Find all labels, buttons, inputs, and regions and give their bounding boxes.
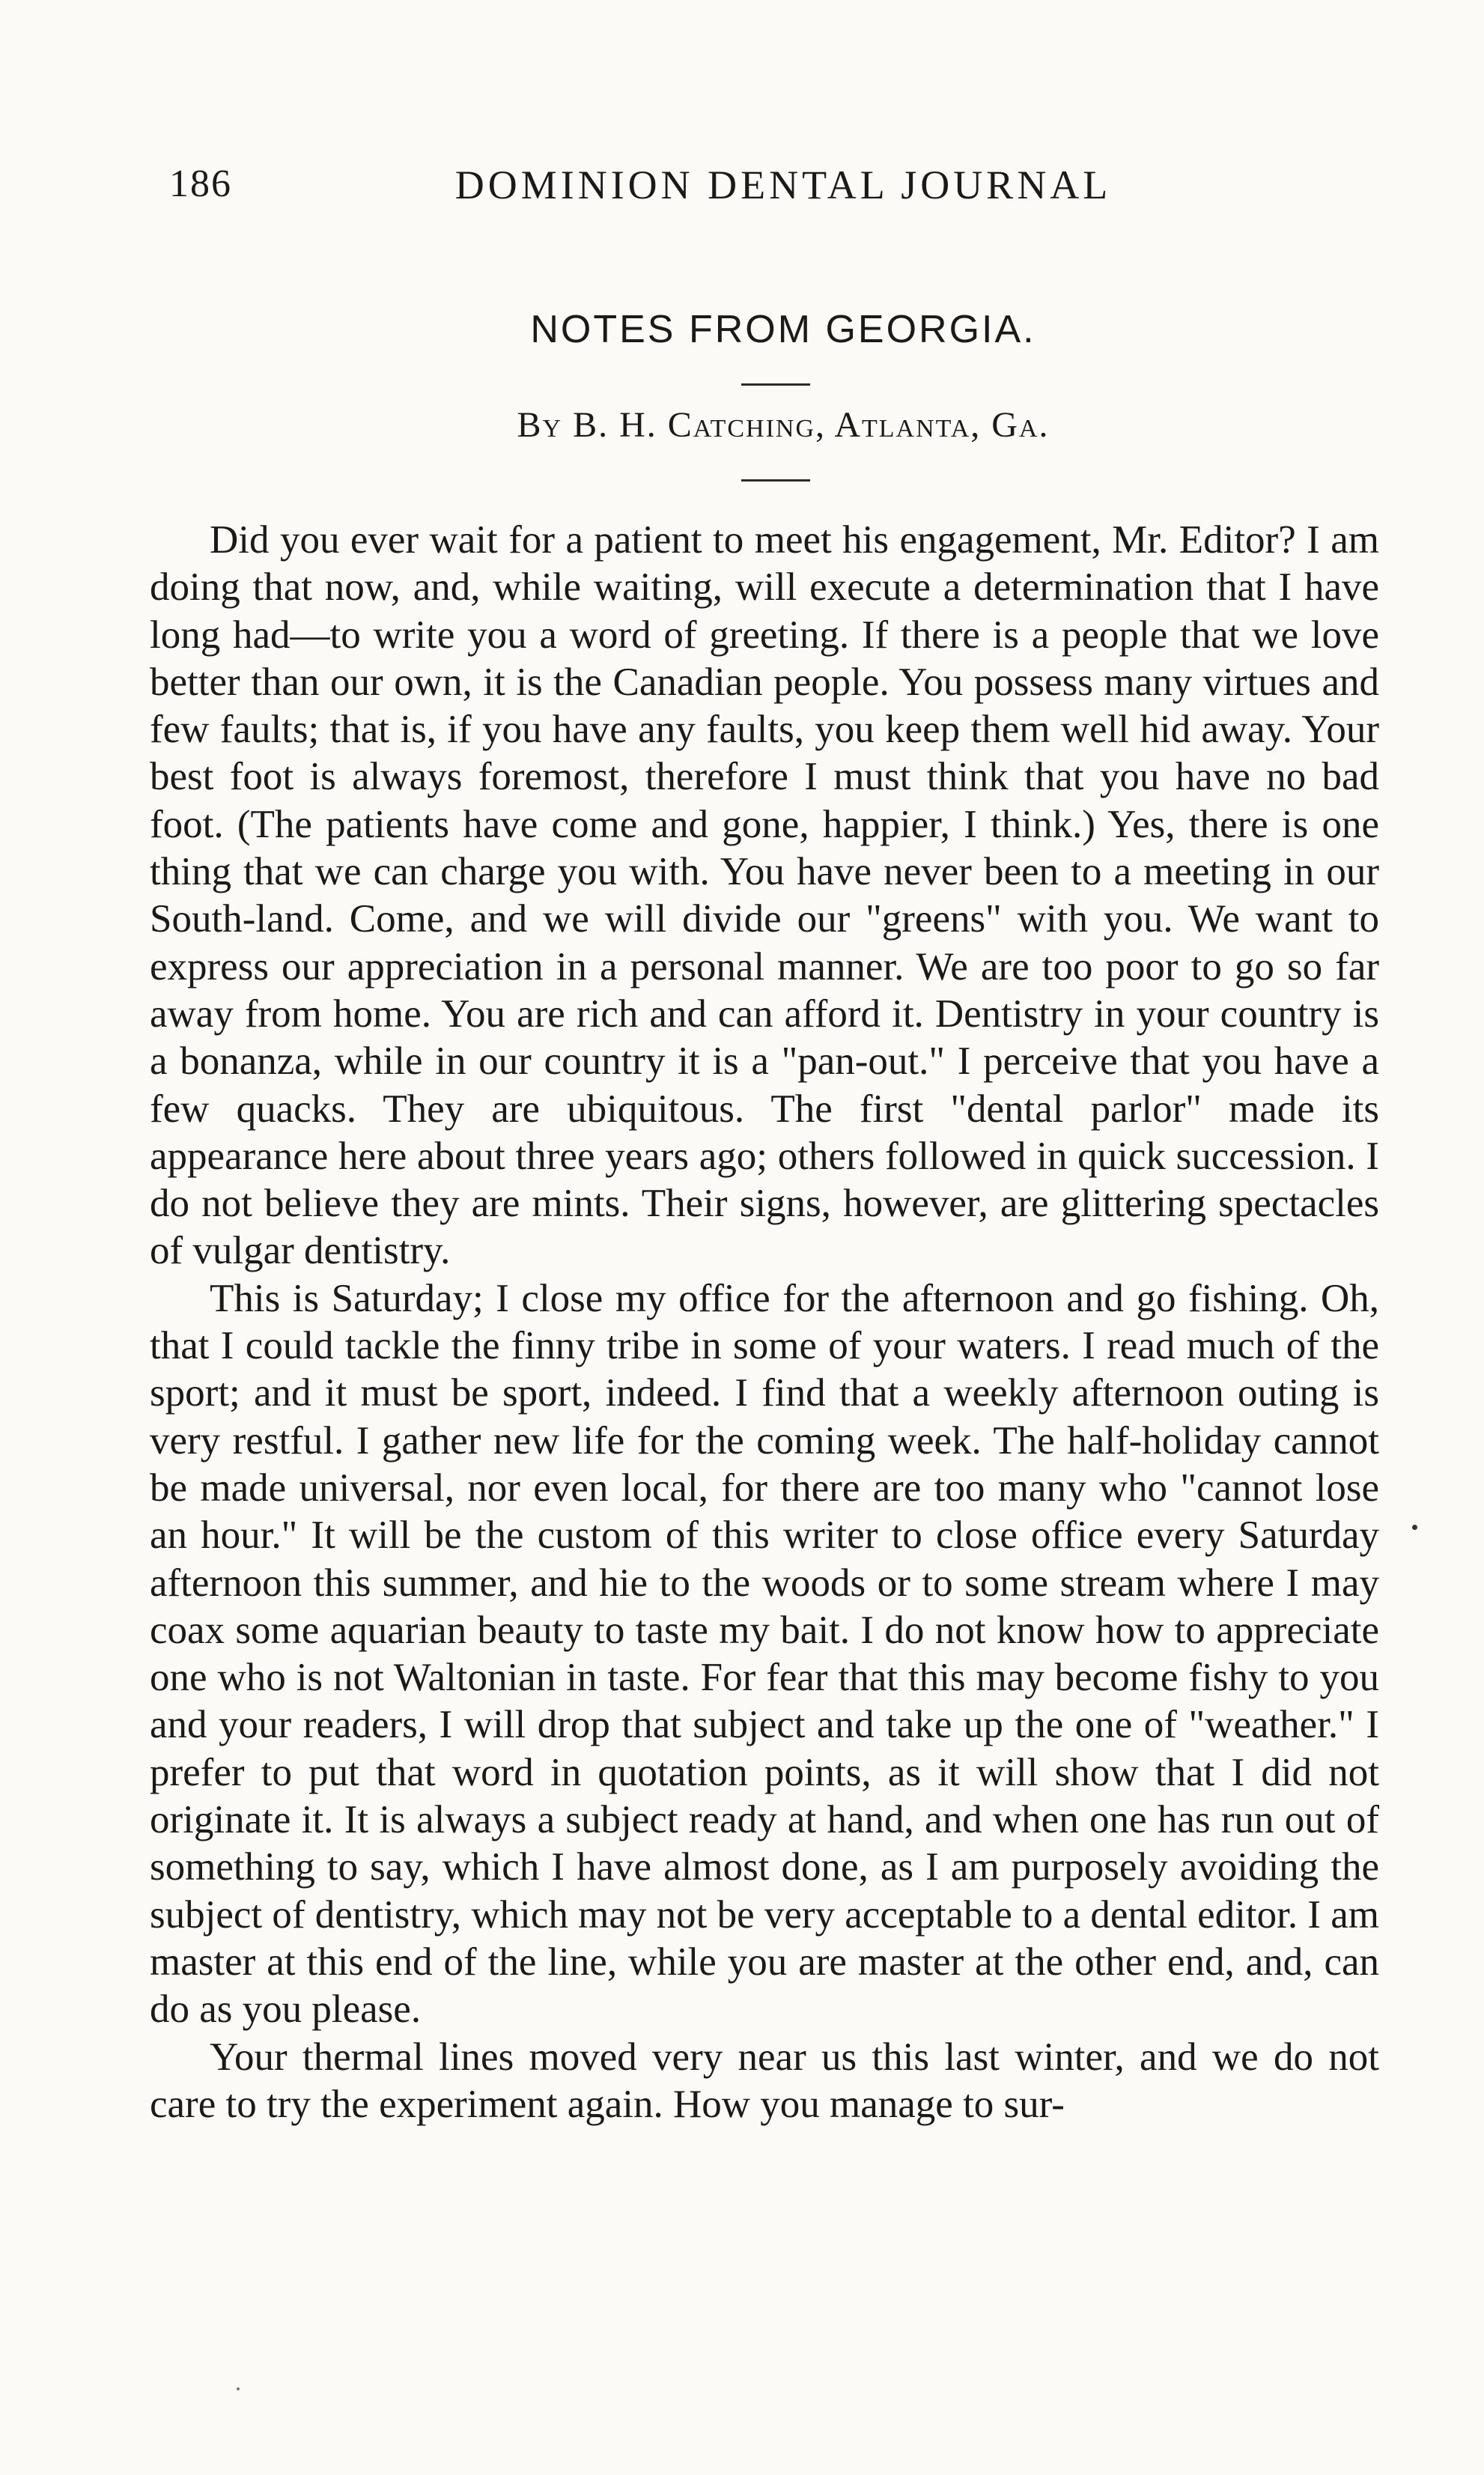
- byline: By B. H. Catching, Atlanta, Ga.: [517, 405, 1050, 445]
- paragraph-3: Your thermal lines moved very near us this last winter, and we do not care to try the experiment again. How you manage to sur-: [150, 2035, 1379, 2126]
- article-body: [150, 517, 1379, 2128]
- byline-rule: [741, 479, 810, 482]
- paragraph-2: This is Saturday; I close my office for the afternoon and go fishing. Oh, that I could tackle the finny tribe in some of your waters. I read much of the sport; and it must be sport, indeed. I find that a weekly afternoon outing is very restful. I gather new life for the coming week. The half-holiday cannot be made universal, nor even local, for there are too many who "cannot lose an hour." It will be the custom of this writer to close office every Saturday afternoon this summer, and hie to the woods or to some stream where I may coax some aquarian beauty to taste my bait. I do not know how to appreciate one who is not Waltonian in taste. For fear that this may become fishy to you and your readers, I will drop that subject and take up the one of "weather." I prefer to put that word in quotation points, as it will show that I did not originate it. It is always a subject ready at hand, and when one has run out of something to say, which I have almost done, as I am purposely avoiding the subject of dentistry, which may not be very acceptable to a dental editor. I am master at this end of the line, while you are master at the other end, and, can do as you please.: [150, 1276, 1379, 2032]
- article-title: NOTES FROM GEORGIA.: [530, 308, 1036, 351]
- title-rule: [741, 383, 810, 386]
- running-head: [169, 162, 1397, 214]
- page-number: 186: [169, 163, 232, 205]
- page-speck: [237, 2387, 240, 2390]
- paragraph-1: Did you ever wait for a patient to meet his engagement, Mr. Editor? I am doing that now, and, while waiting, will execute a determination that I have long had—to write you a word of greeting. If there is a people that we love better than our own, it is the Canadian people. You possess many virtues and few faults; that is, if you have any faults, you keep them well hid away. Your best foot is always foremost, therefore I must think that you have no bad foot. (The patients have come and gone, happier, I think.) Yes, there is one thing that we can charge you with. You have never been to a meeting in our South-land. Come, and we will divide our "greens" with you. We want to express our appreciation in a personal manner. We are too poor to go so far away from home. You are rich and can afford it. Dentistry in your country is a bonanza, while in our country it is a "pan-out." I perceive that you have a few quacks. They are ubiquitous. The first "dental parlor" made its appearance here about three years ago; others followed in quick succession. I do not believe they are mints. Their signs, however, are glittering spectacles of vulgar dentistry.: [150, 518, 1379, 1273]
- margin-mark: [1412, 1525, 1417, 1530]
- journal-title: DOMINION DENTAL JOURNAL: [454, 163, 1112, 207]
